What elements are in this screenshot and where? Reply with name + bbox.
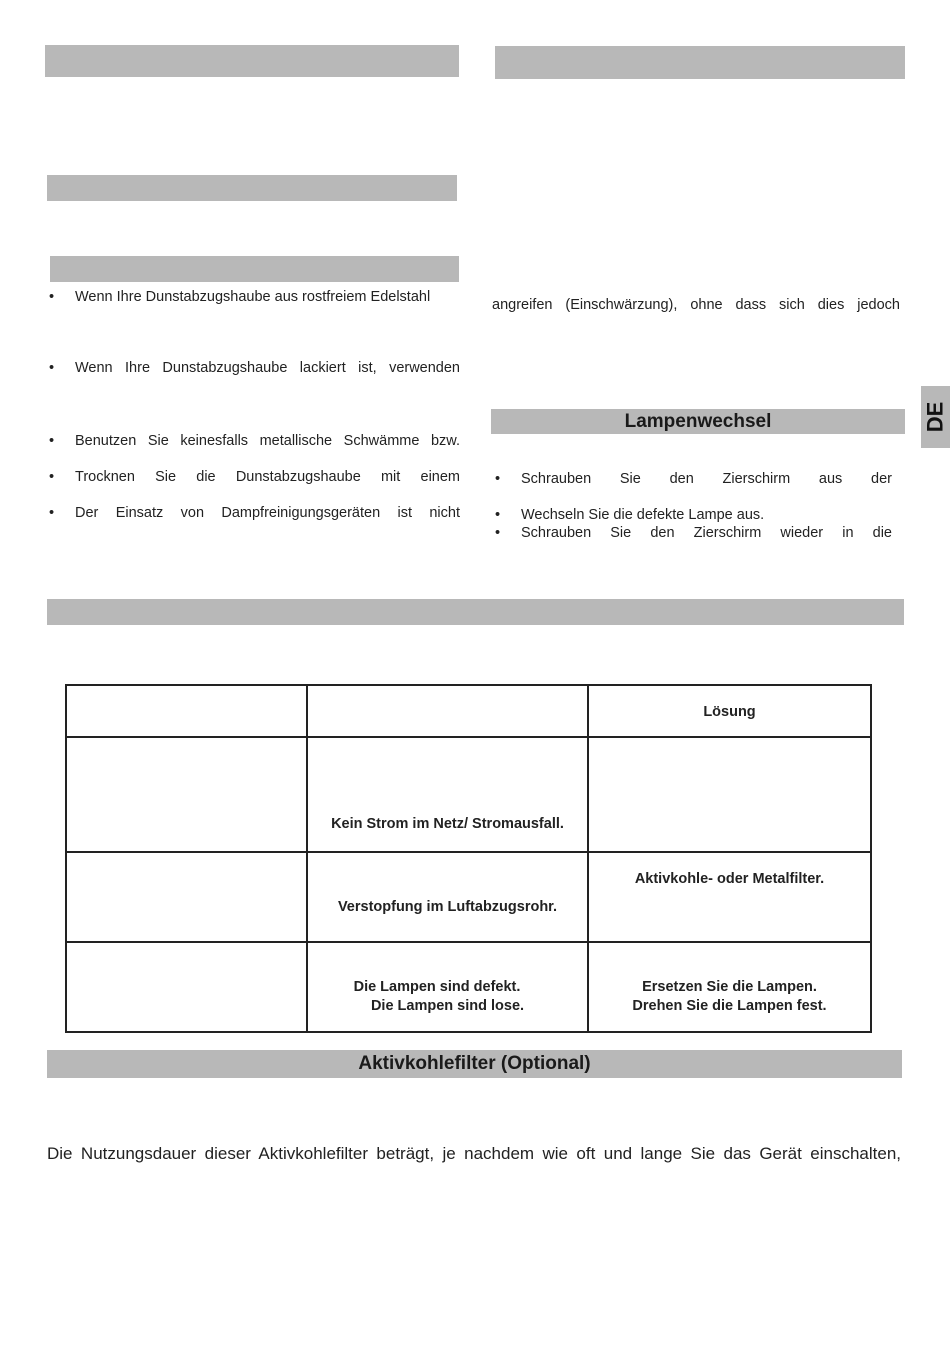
section-header-bar	[50, 256, 459, 282]
section-header-bar	[47, 175, 457, 201]
carbon-filter-title: Aktivkohlefilter (Optional)	[358, 1053, 591, 1074]
list-item-text: Wenn Ihre Dunstabzugshaube aus rostfreiem Edelstahl	[75, 289, 431, 305]
table-row	[66, 852, 871, 942]
list-item-text: Schrauben Sie den Zierschirm wieder in die	[521, 525, 892, 541]
list-item-text: Trocknen Sie die Dunstabzugshaube mit einem	[75, 469, 460, 485]
table-row	[66, 942, 871, 1032]
list-item-text: Wechseln Sie die defekte Lampe aus.	[521, 507, 765, 523]
table-header-cell	[588, 685, 871, 737]
bullet-dot: •	[49, 505, 55, 521]
table-header-cell	[307, 685, 588, 737]
troubleshooting-table	[65, 684, 872, 1033]
table-cell	[66, 737, 307, 852]
section-header-bar	[45, 45, 459, 77]
table-cell: Kein Strom im Netz/ Stromausfall.	[307, 737, 588, 852]
language-tab-label: DE	[922, 401, 948, 433]
bullet-dot: •	[49, 360, 55, 376]
table-header-cell	[66, 685, 307, 737]
bullet-dot: •	[49, 469, 55, 485]
table-header-row	[66, 685, 871, 737]
table-row	[66, 737, 871, 852]
table-cell	[66, 942, 307, 1032]
list-item-text: Benutzen Sie keinesfalls metallische Schwämme bzw.	[75, 433, 460, 449]
section-header-bar	[47, 599, 904, 625]
table-cell: Verstopfung im Luftabzugsrohr.	[307, 852, 588, 942]
list-item-text: Wenn Ihre Dunstabzugshaube lackiert ist, verwenden	[75, 360, 460, 376]
lamp-change-heading	[491, 409, 905, 434]
bullet-dot: •	[495, 471, 501, 487]
list-item-text: Der Einsatz von Dampfreinigungsgeräten ist nicht	[75, 505, 460, 521]
paragraph-line: angreifen (Einschwärzung), ohne dass sich dies jedoch	[492, 297, 900, 313]
table-cell: Ersetzen Sie die Lampen. Drehen Sie die Lampen fest.	[588, 942, 871, 1032]
section-header-bar	[495, 46, 905, 79]
lamp-change-title: Lampenwechsel	[624, 410, 772, 432]
language-tab	[921, 386, 950, 448]
bullet-dot: •	[495, 525, 501, 541]
table-cell: Aktivkohle- oder Metalfilter.	[588, 852, 871, 942]
carbon-filter-heading	[47, 1050, 902, 1078]
table-cell	[588, 737, 871, 852]
bullet-dot: •	[49, 433, 55, 449]
list-item-text: Schrauben Sie den Zierschirm aus der	[521, 471, 892, 487]
table-cell	[66, 852, 307, 942]
bullet-dot: •	[495, 507, 501, 523]
carbon-filter-text: Die Nutzungsdauer dieser Aktivkohlefilter beträgt, je nachdem wie oft und lange Sie das Gerät einschalten,	[47, 1144, 901, 1163]
solution-header: Lösung	[703, 704, 756, 720]
table-cell: Die Lampen sind defekt. Die Lampen sind lose.	[307, 942, 588, 1032]
bullet-dot: •	[49, 289, 55, 305]
